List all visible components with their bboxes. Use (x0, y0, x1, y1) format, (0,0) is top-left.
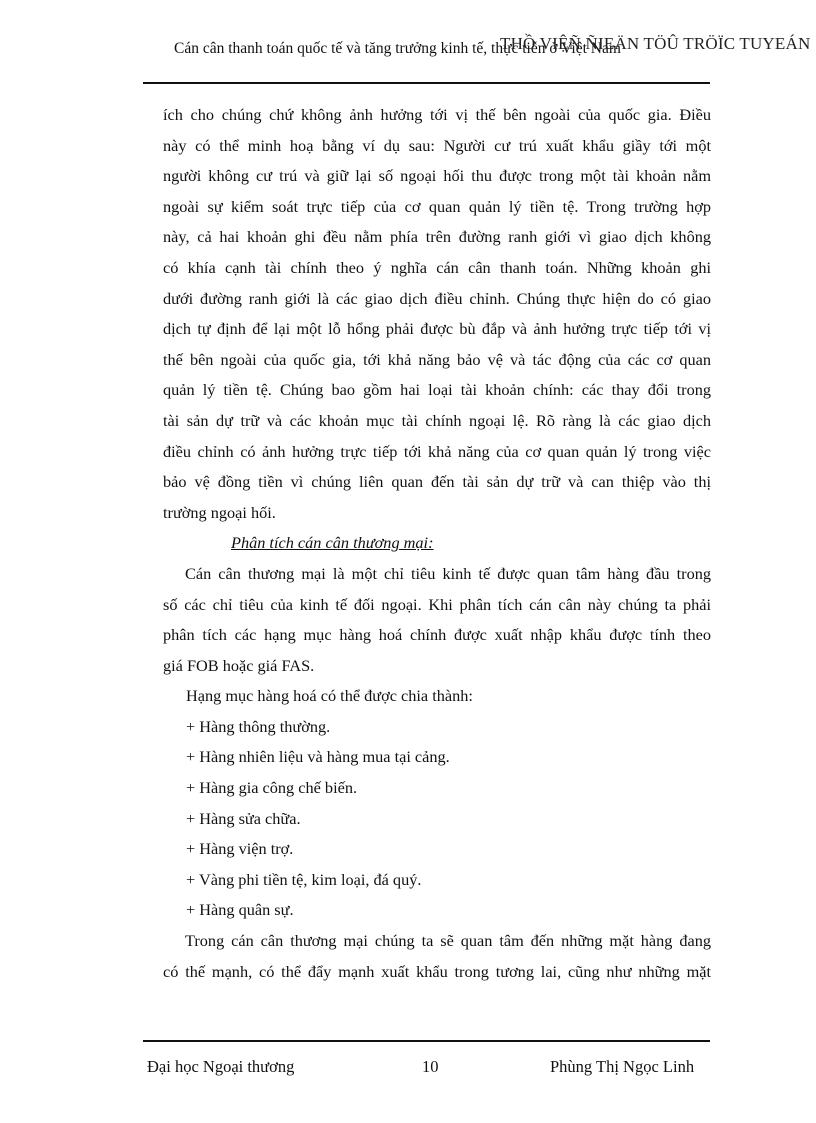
text-line: Cán cân thương mại là một chỉ tiêu kinh tế được quan tâm hàng đầu trong (185, 563, 711, 583)
header-title: Cán cân thanh toán quốc tế và tăng trưởng kinh tế, thực tiễn ở Việt Nam (174, 40, 621, 57)
header-divider (143, 82, 710, 84)
main-content (163, 100, 711, 987)
list-item: + Hàng gia công chế biến. (186, 778, 358, 798)
text-line: dịch tự định để lại một lỗ hổng phải được bù đắp và ảnh hưởng trực tiếp tới vị (163, 319, 711, 339)
list-item: + Hàng sửa chữa. (186, 808, 301, 828)
text-line: quản lý tiền tệ. Chúng bao gồm hai loại tài khoản chính: các thay đổi trong (163, 380, 711, 400)
text-line: người không cư trú và giữ lại số ngoại hối thu được trong một tài khoản nằm (163, 166, 711, 186)
text-line: phân tích các hạng mục hàng hoá chính được xuất nhập khẩu được tính theo (163, 625, 711, 645)
text-line: trường ngoại hối. (163, 502, 276, 522)
text-line: dưới đường ranh giới là các giao dịch điều chỉnh. Chúng thực hiện do có giao (163, 288, 711, 308)
list-item: + Hàng viện trợ. (186, 839, 294, 859)
footer-author: Phùng Thị Ngọc Linh (550, 1057, 695, 1076)
list-intro: Hạng mục hàng hoá có thể được chia thành: (186, 686, 473, 706)
text-line: thế bên ngoài của quốc gia, tới khả năng bảo vệ và tác động của các cơ quan (163, 349, 711, 369)
footer-university: Đại học Ngoại thương (147, 1057, 295, 1076)
text-line: điều chỉnh có ảnh hưởng trực tiếp tới khả năng của cơ quan quản lý trong việc (163, 441, 711, 461)
footer-divider (143, 1040, 710, 1042)
text-line: này có thể minh hoạ bằng ví dụ sau: Người cư trú xuất khẩu giầy tới một (163, 135, 711, 155)
list-item: + Vàng phi tiền tệ, kim loại, đá quý. (186, 869, 422, 889)
text-line: số các chỉ tiêu của kinh tế đối ngoại. Khi phân tích cán cân này chúng ta phải (163, 594, 711, 614)
text-line: ngoài sự kiểm soát trực tiếp của cơ quan quản lý tiền tệ. Trong trường hợp (163, 196, 711, 216)
text-line: tài sản dự trữ và các khoản mục tài chính ngoại lệ. Rõ ràng là các giao dịch (163, 410, 711, 430)
section-heading: Phân tích cán cân thương mại: (231, 533, 434, 553)
text-line: giá FOB hoặc giá FAS. (163, 655, 315, 675)
text-line: có khía cạnh tài chính theo ý nghĩa cán cân thanh toán. Những khoản ghi (163, 257, 711, 277)
list-item: + Hàng nhiên liệu và hàng mua tại cảng. (186, 747, 450, 767)
text-line: ích cho chúng chứ không ảnh hưởng tới vị thế bên ngoài của quốc gia. Điều (163, 105, 711, 124)
text-line: bảo vệ đồng tiền vì chúng liên quan đến tài sản dự trữ và can thiệp vào thị (163, 472, 711, 492)
text-line: Trong cán cân thương mại chúng ta sẽ quan tâm đến những mặt hàng đang (185, 931, 711, 951)
text-line: này, cả hai khoản ghi đều nằm phía trên đường ranh giới vì giao dịch không (163, 227, 711, 247)
library-watermark: THỒ VIỆÑ ÑIEÄN TÖÛ TRÖÏC TUYEÁN (500, 34, 811, 53)
list-item: + Hàng thông thường. (186, 716, 331, 736)
list-item: + Hàng quân sự. (186, 900, 294, 920)
text-line: có thế mạnh, có thể đẩy mạnh xuất khẩu trong tương lai, cũng như những mặt (163, 961, 711, 981)
page-number: 10 (422, 1057, 439, 1076)
